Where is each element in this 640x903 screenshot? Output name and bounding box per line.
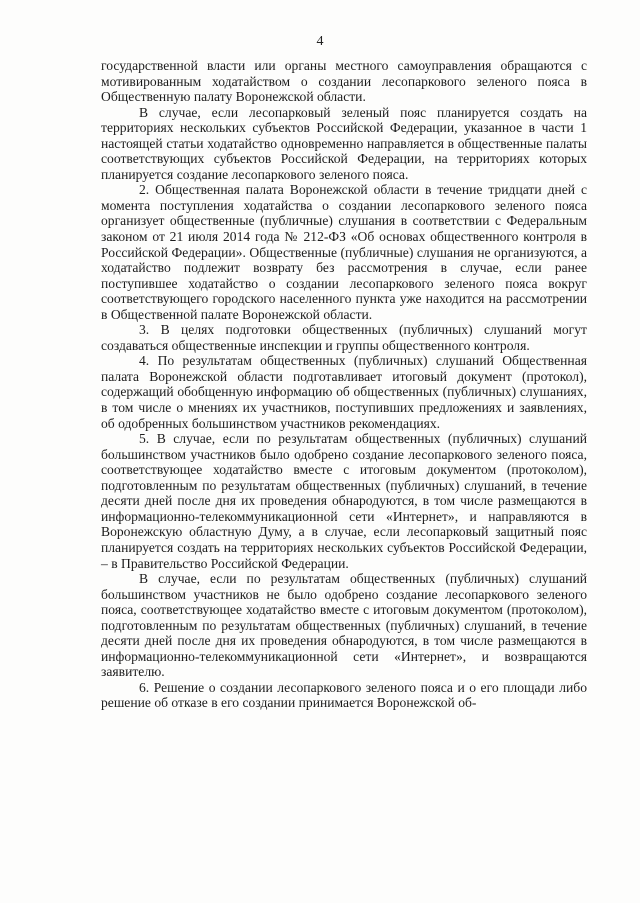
- paragraph-4: 4. По результатам общественных (публичных) слушаний Общественная палата Воронежской области подготавливает итоговый документ (протокол), содержащий обобщенную информацию об общественных (публичных) слушаниях, в том числе о мнениях их участников, поступивших предложениях и заявлениях, об одобренных большинством участников рекомендациях.: [101, 353, 587, 431]
- paragraph-5-part-2: В случае, если по результатам общественных (публичных) слушаний большинством участников не было одобрено создание лесопаркового зеленого пояса, соответствующее ходатайство вместе с итоговым документом (протоколом), подготовленным по результатам общественных (публичных) слушаний, в течение десяти дней после дня их проведения обнародуются, в том числе размещаются в информационно-телекоммуникационной сети «Интернет», и возвращаются заявителю.: [101, 571, 587, 680]
- paragraph-2: 2. Общественная палата Воронежской области в течение тридцати дней с момента поступления ходатайства о создании лесопаркового зеленого пояса организует общественные (публичные) слушания в соответствии с Федеральным законом от 21 июля 2014 года № 212-ФЗ «Об основах общественного контроля в Российской Федерации». Общественные (публичные) слушания не организуются, а ходатайство подлежит возврату без рассмотрения в случае, если ранее поступившее ходатайство о создании лесопаркового зеленого пояса вокруг соответствующего городского населенного пункта уже находится на рассмотрении в Общественной палате Воронежской области.: [101, 182, 587, 322]
- paragraph-1-part-2: В случае, если лесопарковый зеленый пояс планируется создать на территориях нескольких субъектов Российской Федерации, указанное в части 1 настоящей статьи ходатайство одновременно направляется в общественные палаты соответствующих субъектов Российской Федерации, на территориях которых планируется создание лесопаркового зеленого пояса.: [101, 104, 587, 182]
- paragraph-6: 6. Решение о создании лесопаркового зеленого пояса и о его площади либо решение об отказе в его создании принимается Воронежской об-: [101, 679, 587, 711]
- paragraph-5: 5. В случае, если по результатам общественных (публичных) слушаний большинством участников было одобрено создание лесопаркового зеленого пояса, соответствующее ходатайство вместе с итоговым документом (протоколом), подготовленным по результатам общественных (публичных) слушаний, в течение десяти дней после дня их проведения обнародуются, в том числе размещаются в информационно-телекоммуникационной сети «Интернет», и направляются в Воронежскую областную Думу, а в случае, если лесопарковый защитный пояс планируется создать на территориях нескольких субъектов Российской Федерации, – в Правительство Российской Федерации.: [101, 431, 587, 571]
- body-text: [101, 58, 587, 711]
- paragraph-continuation: государственной власти или органы местного самоуправления обращаются с мотивированным ходатайством о создании лесопаркового зеленого пояса в Общественную палату Воронежской области.: [101, 58, 587, 105]
- paragraph-3: 3. В целях подготовки общественных (публичных) слушаний могут создаваться общественные инспекции и группы общественного контроля.: [101, 322, 587, 353]
- page-number: 4: [316, 34, 324, 49]
